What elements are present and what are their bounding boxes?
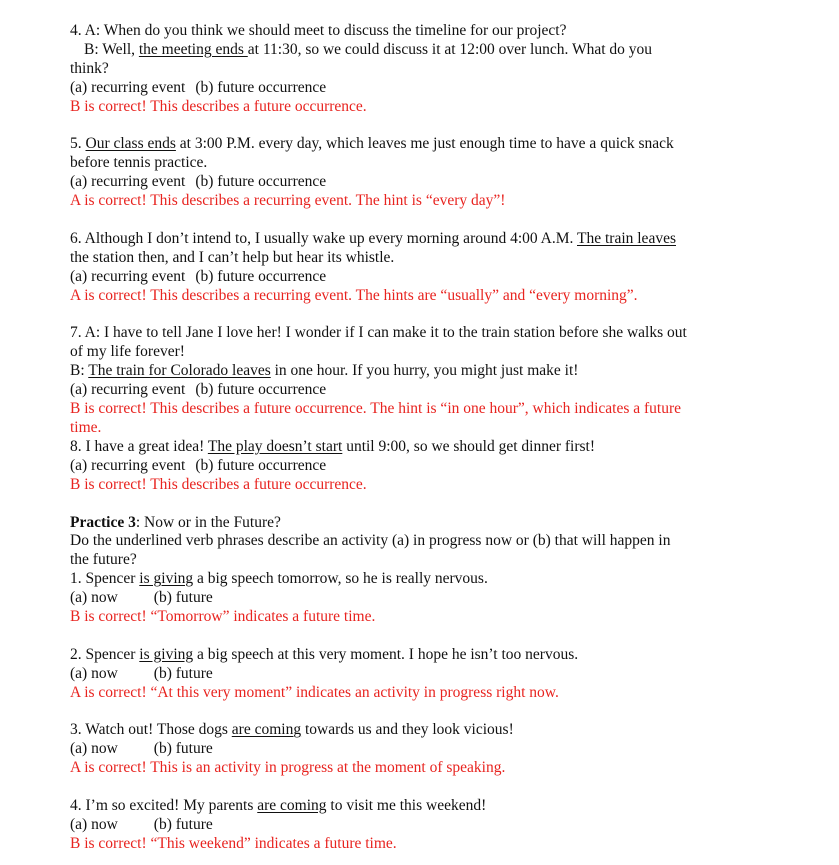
q8-option-b: (b) future occurrence: [195, 456, 327, 474]
q5-option-b: (b) future occurrence: [195, 173, 327, 191]
q6-underlined-phrase: The train leaves: [577, 229, 676, 247]
practice-3-q1-answer: B is correct! “Tomorrow” indicates a future time.: [70, 608, 376, 626]
q7-option-a: (a) recurring event: [70, 381, 186, 399]
document-page: [70, 22, 770, 854]
q7-b-post: in one hour. If you hurry, you might just make it!: [270, 362, 579, 380]
question-7-answer: B is correct! This describes a future occurrence. The hint is “in one hour”, which indicates a future: [70, 400, 682, 418]
q6-option-a: (a) recurring event: [70, 267, 186, 285]
q8-post: until 9:00, so we should get dinner first!: [342, 437, 596, 455]
q5-pre: 5.: [70, 135, 86, 153]
p4-underlined-phrase: are coming: [257, 797, 327, 815]
q4-option-b: (b) future occurrence: [195, 78, 327, 96]
practice-3-q3-answer: A is correct! This is an activity in progress at the moment of speaking.: [70, 759, 506, 777]
practice-3-q1-options: [70, 589, 770, 608]
question-4-answer: B is correct! This describes a future occurrence.: [70, 97, 367, 115]
question-6-line: [70, 230, 770, 249]
q7-underlined-phrase: The train for Colorado leaves: [88, 362, 271, 380]
practice-3-instructions-cont: the future?: [70, 551, 137, 569]
question-8-answer: B is correct! This describes a future occurrence.: [70, 475, 367, 493]
question-7-line-b: [70, 362, 770, 381]
question-8-line: [70, 438, 770, 457]
p3-underlined-phrase: are coming: [231, 721, 302, 739]
q7-b-pre: B:: [70, 362, 89, 380]
q5-option-a: (a) recurring event: [70, 173, 186, 191]
practice-3-q2-answer: A is correct! “At this very moment” indicates an activity in progress right now.: [70, 683, 559, 701]
q4-b-pre: B: Well,: [84, 40, 139, 58]
p3-pre: 3. Watch out! Those dogs: [70, 721, 232, 739]
q4-b-post: at 11:30, so we could discuss it at 12:00 over lunch. What do you: [247, 40, 653, 58]
question-6-answer: A is correct! This describes a recurring event. The hints are “usually” and “every morning”.: [70, 286, 638, 304]
p1-pre: 1. Spencer: [70, 570, 140, 588]
question-6-line-cont: the station then, and I can’t help but hear its whistle.: [70, 248, 395, 266]
p2-option-b: (b) future: [153, 664, 213, 682]
question-5-answer: A is correct! This describes a recurring event. The hint is “every day”!: [70, 192, 506, 210]
practice-3-heading: [70, 514, 770, 533]
question-5-line: [70, 135, 770, 154]
question-7-line-a: 7. A: I have to tell Jane I love her! I wonder if I can make it to the train station before she walks out: [70, 324, 687, 342]
practice-3-q4-options: [70, 816, 770, 835]
p2-option-a: (a) now: [70, 664, 118, 682]
q8-underlined-phrase: The play doesn’t start: [207, 437, 343, 455]
practice-3-q2-line: [70, 646, 770, 665]
p4-option-b: (b) future: [153, 815, 213, 833]
p4-option-a: (a) now: [70, 815, 118, 833]
p2-underlined-phrase: is giving: [139, 645, 194, 663]
q5-post: at 3:00 P.M. every day, which leaves me just enough time to have a quick snack: [175, 135, 674, 153]
question-4-line-a: 4. A: When do you think we should meet to discuss the timeline for our project?: [70, 22, 567, 39]
practice-3-q1-line: [70, 570, 770, 589]
question-7-answer-cont: time.: [70, 418, 102, 436]
question-8-options: [70, 457, 770, 476]
question-5-options: [70, 173, 770, 192]
practice-3-q4-answer: B is correct! “This weekend” indicates a future time.: [70, 834, 397, 852]
q4-option-a: (a) recurring event: [70, 78, 186, 96]
question-7-options: [70, 381, 770, 400]
q8-pre: 8. I have a great idea!: [70, 437, 208, 455]
q5-underlined-phrase: Our class ends: [85, 135, 176, 153]
practice-3-heading-rest: : Now or in the Future?: [135, 513, 281, 531]
p4-post: to visit me this weekend!: [326, 797, 487, 815]
p2-pre: 2. Spencer: [70, 645, 140, 663]
practice-3-q4-line: [70, 797, 770, 816]
p3-post: towards us and they look vicious!: [301, 721, 514, 739]
practice-3-q3-options: [70, 740, 770, 759]
q6-option-b: (b) future occurrence: [195, 267, 327, 285]
p4-pre: 4. I’m so excited! My parents: [70, 797, 258, 815]
practice-3-heading-bold: Practice 3: [70, 513, 136, 531]
p1-post: a big speech tomorrow, so he is really nervous.: [193, 570, 488, 588]
question-7-line-a-cont: of my life forever!: [70, 343, 185, 361]
q7-option-b: (b) future occurrence: [195, 381, 327, 399]
p2-post: a big speech at this very moment. I hope he isn’t too nervous.: [193, 645, 579, 663]
practice-3-instructions: Do the underlined verb phrases describe an activity (a) in progress now or (b) that will happen in: [70, 532, 671, 550]
p3-option-a: (a) now: [70, 740, 118, 758]
question-5-line-cont: before tennis practice.: [70, 154, 208, 172]
question-6-options: [70, 268, 770, 287]
p1-option-a: (a) now: [70, 589, 118, 607]
question-4-options: [70, 79, 770, 98]
p1-option-b: (b) future: [153, 589, 213, 607]
question-4-line-b: [70, 41, 770, 60]
q4-underlined-phrase: the meeting ends: [138, 40, 248, 58]
practice-3-q3-line: [70, 721, 770, 740]
question-4-line-b-cont: think?: [70, 59, 109, 77]
p3-option-b: (b) future: [153, 740, 213, 758]
p1-underlined-phrase: is giving: [139, 570, 194, 588]
practice-3-q2-options: [70, 665, 770, 684]
q8-option-a: (a) recurring event: [70, 456, 186, 474]
q6-pre: 6. Although I don’t intend to, I usually wake up every morning around 4:00 A.M.: [70, 229, 577, 247]
